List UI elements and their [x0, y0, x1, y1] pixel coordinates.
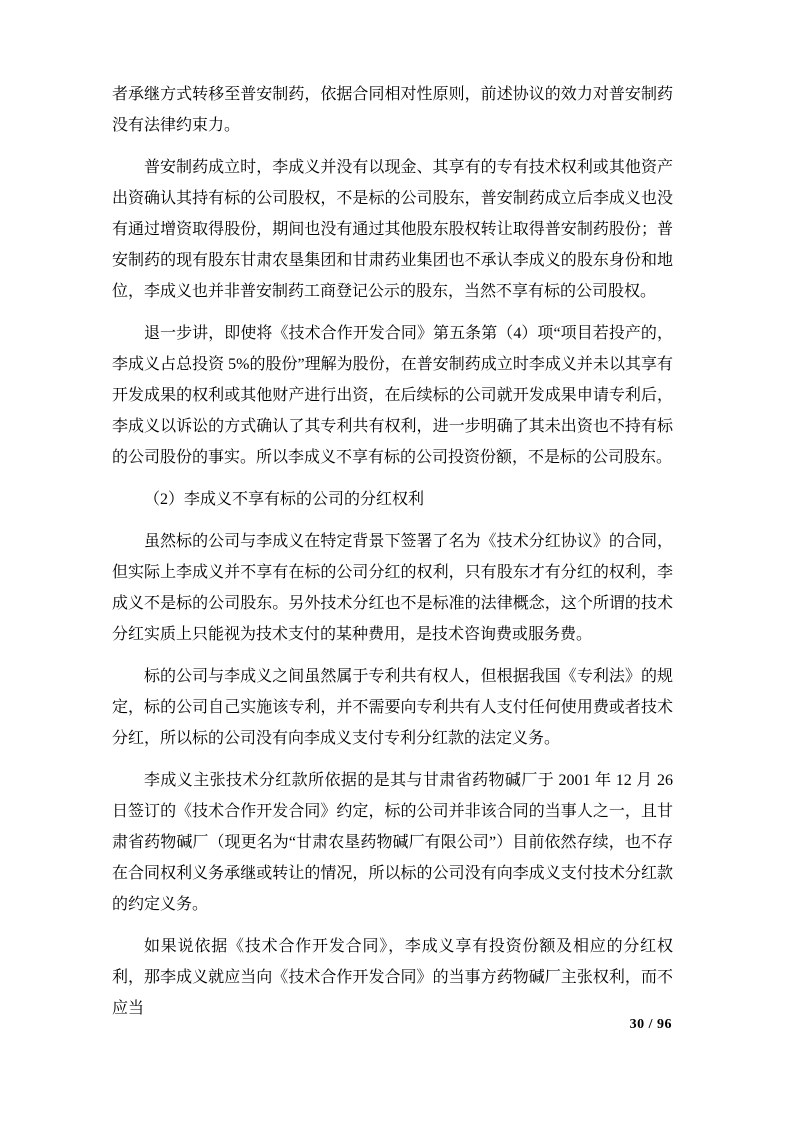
document-body	[112, 79, 673, 1035]
paragraph-continuation: 者承继方式转移至普安制药，依据合同相对性原则，前述协议的效力对普安制药没有法律约束力。	[112, 86, 673, 134]
paragraph: 退一步讲，即使将《技术合作开发合同》第五条第（4）项“项目若投产的，李成义占总投资 5%的股份”理解为股份，在普安制药成立时李成义并未以其享有开发成果的权利或其他财产进行出资，在后续标的公司就开发成果申请专利后，李成义以诉讼的方式确认了其专利共有权利，进一步明确了其未出资也不持有标的公司股份的事实。所以李成义不享有标的公司投资份额，不是标的公司股东。	[112, 325, 673, 466]
paragraph: 普安制药成立时，李成义并没有以现金、其享有的专有技术权利或其他资产出资确认其持有标的公司股权，不是标的公司股东，普安制药成立后李成义也没有通过增资取得股份，期间也没有通过其他股东股权转让取得普安制药股份；普安制药的现有股东甘肃农垦集团和甘肃药业集团也不承认李成义的股东身份和地位，李成义也并非普安制药工商登记公示的股东，当然不享有标的公司股权。	[112, 159, 673, 300]
paragraph: 标的公司与李成义之间虽然属于专利共有权人，但根据我国《专利法》的规定，标的公司自己实施该专利，并不需要向专利共有人支付任何使用费或者技术分红，所以标的公司没有向李成义支付专利分红款的法定义务。	[112, 668, 673, 747]
paragraph: 虽然标的公司与李成义在特定背景下签署了名为《技术分红协议》的合同，但实际上李成义并不享有在标的公司分红的权利，只有股东才有分红的权利，李成义不是标的公司股东。另外技术分红也不是标准的法律概念，这个所谓的技术分红实质上只能视为技术支付的某种费用，是技术咨询费或服务费。	[112, 533, 673, 643]
paragraph: 李成义主张技术分红款所依据的是其与甘肃省药物碱厂于 2001 年 12 月 26 日签订的《技术合作开发合同》约定，标的公司并非该合同的当事人之一，且甘肃省药物碱厂（现更名为“甘肃农垦药物碱厂有限公司”）目前依然存续，也不存在合同权利义务承继或转让的情况，所以标的公司没有向李成义支付技术分红款的约定义务。	[112, 772, 673, 913]
section-heading: （2）李成义不享有标的公司的分红权利	[144, 491, 425, 508]
page-number: 30 / 96	[629, 1017, 672, 1032]
paragraph: 如果说依据《技术合作开发合同》，李成义享有投资份额及相应的分红权利，那李成义就应当向《技术合作开发合同》的当事方药物碱厂主张权利，而不应当	[112, 938, 673, 1017]
